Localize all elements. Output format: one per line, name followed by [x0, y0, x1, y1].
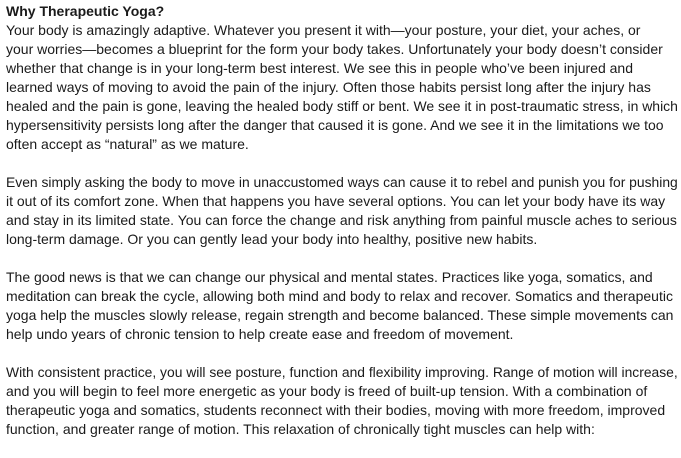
- paragraph-1: [6, 21, 678, 154]
- paragraph-4: [6, 363, 678, 439]
- paragraph-line: yoga help the muscles slowly release, regain strength and become balanced. These simple movements can: [6, 307, 674, 323]
- paragraph-line: learned ways of moving to avoid the pain of the injury. Often those habits persist long after the injury has: [6, 79, 651, 95]
- paragraph-2: [6, 173, 678, 249]
- document-page: [6, 2, 678, 458]
- paragraph-line: meditation can break the cycle, allowing both mind and body to relax and recover. Somatics and therapeutic: [6, 288, 673, 304]
- paragraph-line: Even simply asking the body to move in unaccustomed ways can cause it to rebel and punish you for pushing: [6, 174, 678, 190]
- document-title: Why Therapeutic Yoga?: [6, 3, 165, 19]
- paragraph-line: therapeutic yoga and somatics, students reconnect with their bodies, moving with more freedom, improved: [6, 402, 666, 418]
- paragraph-line: whether that change is in your long-term best interest. We see this in people who’ve been injured and: [6, 60, 633, 76]
- paragraph-line: it out of its comfort zone. When that happens you have several options. You can let your body have its way: [6, 193, 666, 209]
- paragraph-line: healed and the pain is gone, leaving the healed body stiff or bent. We see it in post-traumatic stress, in which: [6, 98, 678, 114]
- paragraph-line: long-term damage. Or you can gently lead your body into healthy, positive new habits.: [6, 231, 538, 247]
- paragraph-line: often accept as “natural” as we mature.: [6, 136, 249, 152]
- paragraph-line: The good news is that we can change our physical and mental states. Practices like yoga, somatics, and: [6, 269, 653, 285]
- paragraph-3: [6, 268, 678, 344]
- paragraph-line: Your body is amazingly adaptive. Whatever you present it with—your posture, your diet, your aches, or: [6, 22, 641, 38]
- paragraph-line: and stay in its limited state. You can force the change and risk anything from painful muscle aches to serious: [6, 212, 677, 228]
- paragraph-line: With consistent practice, you will see posture, function and flexibility improving. Range of motion will increase,: [6, 364, 678, 380]
- paragraph-line: function, and greater range of motion. This relaxation of chronically tight muscles can help with:: [6, 421, 595, 437]
- paragraph-line: your worries—becomes a blueprint for the form your body takes. Unfortunately your body doesn’t consider: [6, 41, 663, 57]
- paragraph-line: hypersensitivity persists long after the danger that caused it is gone. And we see it in the limitations we too: [6, 117, 664, 133]
- paragraph-line: and you will begin to feel more energetic as your body is freed of built-up tension. With a combination of: [6, 383, 648, 399]
- paragraph-line: help undo years of chronic tension to help create ease and freedom of movement.: [6, 326, 514, 342]
